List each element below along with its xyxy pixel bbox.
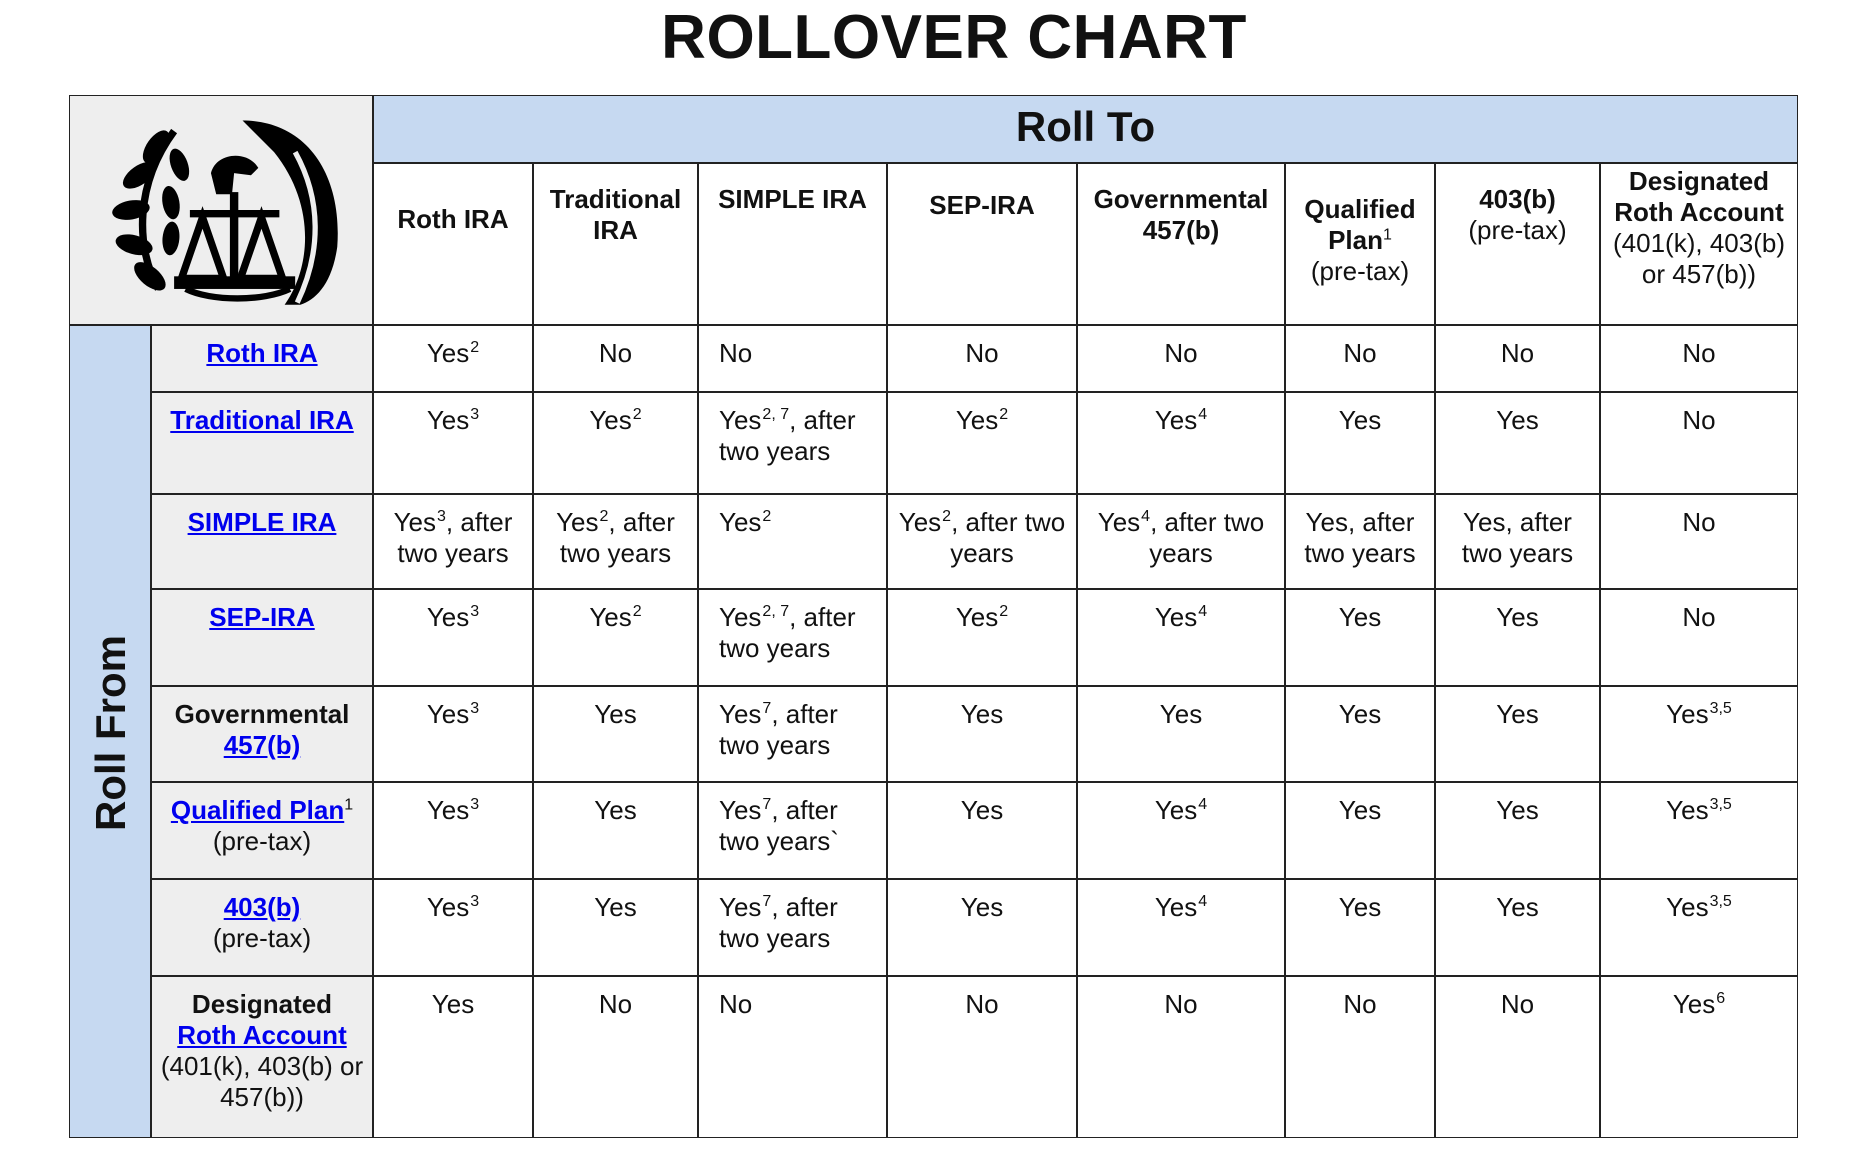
cell-value: Yes xyxy=(1159,699,1203,729)
table-cell xyxy=(1077,392,1285,494)
table-cell xyxy=(1285,686,1435,782)
cell-value: Yes xyxy=(426,405,470,435)
table-cell xyxy=(1285,494,1435,589)
cell-value: Yes xyxy=(589,405,632,435)
table-cell xyxy=(1600,325,1798,392)
rollover-table xyxy=(69,95,1798,1138)
table-cell xyxy=(1077,589,1285,686)
irs-logo xyxy=(69,95,373,325)
cell-value: Yes xyxy=(1154,892,1198,922)
table-cell xyxy=(1600,976,1798,1138)
footnote-ref: 3,5 xyxy=(1709,700,1732,718)
footnote-ref: 2 xyxy=(470,339,480,357)
cell-value: No xyxy=(719,338,753,368)
cell-value: Yes xyxy=(1496,892,1539,922)
table-cell xyxy=(1435,782,1600,879)
column-header-label: Designated Roth Account xyxy=(1614,166,1784,227)
table-cell xyxy=(698,782,887,879)
cell-value: No xyxy=(1164,989,1198,1019)
row-header xyxy=(151,976,373,1138)
roll-to-header: Roll To xyxy=(373,95,1798,163)
cell-value: No xyxy=(1343,989,1377,1019)
cell-value: No xyxy=(1682,405,1716,435)
cell-value: Yes xyxy=(1666,892,1709,922)
cell-value: Yes xyxy=(719,795,762,825)
column-header-sub: (pre-tax) xyxy=(1468,215,1567,245)
table-cell xyxy=(887,879,1077,976)
roll-from-header xyxy=(69,325,151,1138)
table-cell xyxy=(373,782,533,879)
table-cell xyxy=(1600,589,1798,686)
row-header-link[interactable]: Traditional IRA xyxy=(170,405,354,435)
table-cell xyxy=(533,589,698,686)
footnote-ref: 2 xyxy=(632,406,642,424)
column-header xyxy=(1077,163,1285,325)
column-header xyxy=(373,163,533,325)
cell-value: Yes xyxy=(431,989,475,1019)
table-cell xyxy=(533,879,698,976)
cell-value: Yes xyxy=(1496,602,1539,632)
row-header-link[interactable]: 403(b) xyxy=(223,892,301,922)
cell-value: Yes xyxy=(960,699,1004,729)
table-cell xyxy=(698,392,887,494)
cell-value: Yes xyxy=(426,699,470,729)
cell-value: Yes xyxy=(955,405,999,435)
cell-value: No xyxy=(965,338,999,368)
cell-value: Yes xyxy=(594,892,637,922)
cell-value: Yes xyxy=(1097,507,1141,537)
column-header-label: Roth IRA xyxy=(397,204,509,234)
cell-value: No xyxy=(598,989,633,1019)
roll-from-label: Roll From xyxy=(87,634,134,831)
column-header xyxy=(1600,163,1798,325)
cell-value: Yes xyxy=(960,892,1004,922)
row-header-link[interactable]: Qualified Plan xyxy=(170,795,345,825)
table-cell xyxy=(373,494,533,589)
table-cell xyxy=(1285,325,1435,392)
table-cell xyxy=(533,686,698,782)
footnote-ref: 2, 7 xyxy=(762,406,790,424)
column-header xyxy=(887,163,1077,325)
footnote-ref: 7 xyxy=(762,700,772,718)
cell-value: Yes xyxy=(1496,699,1539,729)
row-header xyxy=(151,589,373,686)
row-header-link[interactable]: Roth IRA xyxy=(206,338,318,368)
table-cell xyxy=(1435,494,1600,589)
cell-value: Yes xyxy=(1666,795,1709,825)
footnote-ref: 2 xyxy=(999,603,1009,621)
footnote-ref: 2 xyxy=(762,508,772,526)
cell-note: , after two years xyxy=(397,507,513,568)
footnote-ref: 2 xyxy=(599,508,609,526)
cell-value: Yes xyxy=(719,507,762,537)
table-cell xyxy=(533,392,698,494)
row-header xyxy=(151,879,373,976)
table-cell xyxy=(1285,782,1435,879)
table-cell xyxy=(698,325,887,392)
cell-value: No xyxy=(965,989,999,1019)
cell-value: Yes xyxy=(393,507,437,537)
cell-value: Yes xyxy=(955,602,999,632)
footnote-ref: 4 xyxy=(1141,508,1151,526)
cell-value: No xyxy=(598,338,633,368)
table-cell xyxy=(887,782,1077,879)
footnote-ref: 2 xyxy=(999,406,1009,424)
column-header-label: Governmental 457(b) xyxy=(1093,184,1269,245)
cell-value: Yes xyxy=(719,699,762,729)
column-header-label: Qualified Plan xyxy=(1304,194,1416,255)
table-cell xyxy=(698,879,887,976)
table-cell xyxy=(698,494,887,589)
cell-value: Yes, after two years xyxy=(1304,507,1416,568)
table-cell xyxy=(1285,392,1435,494)
column-header-label: 403(b) xyxy=(1479,184,1556,214)
cell-value: No xyxy=(719,989,753,1019)
cell-value: Yes xyxy=(1496,405,1539,435)
cell-value: Yes xyxy=(1338,892,1382,922)
footnote-ref: 3 xyxy=(470,796,480,814)
cell-value: No xyxy=(1343,338,1377,368)
cell-value: Yes xyxy=(1338,699,1382,729)
cell-value: Yes, after two years xyxy=(1461,507,1574,568)
table-cell xyxy=(1600,392,1798,494)
row-header-link[interactable]: SIMPLE IRA xyxy=(187,507,337,537)
table-cell xyxy=(887,392,1077,494)
table-cell xyxy=(887,976,1077,1138)
cell-value: Yes xyxy=(1338,602,1382,632)
row-header xyxy=(151,686,373,782)
table-cell xyxy=(887,494,1077,589)
cell-note: , after two years xyxy=(559,507,675,568)
footnote-ref: 4 xyxy=(1198,893,1208,911)
row-header-text: Governmental xyxy=(174,699,350,729)
cell-value: Yes xyxy=(719,405,762,435)
table-cell xyxy=(1435,976,1600,1138)
table-cell xyxy=(1435,686,1600,782)
row-header-sub: (pre-tax) xyxy=(212,923,312,953)
table-cell xyxy=(533,325,698,392)
table-cell xyxy=(1600,494,1798,589)
footnote-ref: 7 xyxy=(762,893,772,911)
column-header xyxy=(1285,163,1435,325)
column-header-sub: (pre-tax) xyxy=(1310,256,1410,286)
table-cell xyxy=(887,325,1077,392)
column-header xyxy=(533,163,698,325)
cell-value: Yes xyxy=(594,699,637,729)
cell-value: No xyxy=(1500,338,1535,368)
column-header-sub: (401(k), 403(b) or 457(b)) xyxy=(1613,228,1785,289)
table-cell xyxy=(1600,686,1798,782)
cell-value: Yes xyxy=(426,892,470,922)
cell-value: No xyxy=(1682,507,1716,537)
cell-value: Yes xyxy=(1338,795,1382,825)
cell-value: Yes xyxy=(426,795,470,825)
footnote-ref: 3,5 xyxy=(1709,893,1732,911)
table-cell xyxy=(1077,976,1285,1138)
table-cell xyxy=(1077,879,1285,976)
cell-value: Yes xyxy=(719,892,762,922)
row-header xyxy=(151,392,373,494)
cell-value: Yes xyxy=(1672,989,1716,1019)
cell-note: , after two years xyxy=(719,892,838,953)
table-cell xyxy=(1600,879,1798,976)
cell-value: No xyxy=(1164,338,1198,368)
footnote-ref: 2 xyxy=(632,603,642,621)
table-cell xyxy=(1077,494,1285,589)
cell-value: No xyxy=(1682,338,1716,368)
cell-note: , after two years` xyxy=(719,795,839,856)
column-header xyxy=(1435,163,1600,325)
cell-value: Yes xyxy=(1496,795,1539,825)
table-cell xyxy=(373,589,533,686)
table-cell xyxy=(1600,782,1798,879)
row-header-sub: (401(k), 403(b) or 457(b)) xyxy=(160,1051,364,1112)
cell-value: Yes xyxy=(1666,699,1709,729)
footnote-ref: 4 xyxy=(1198,796,1208,814)
row-header-link[interactable]: SEP-IRA xyxy=(209,602,315,632)
table-cell xyxy=(1435,325,1600,392)
row-header xyxy=(151,494,373,589)
table-cell xyxy=(373,976,533,1138)
table-cell xyxy=(1077,686,1285,782)
column-header-label: Traditional IRA xyxy=(549,184,682,245)
cell-value: Yes xyxy=(1154,795,1198,825)
table-cell xyxy=(1435,589,1600,686)
table-cell xyxy=(533,782,698,879)
cell-value: Yes xyxy=(594,795,637,825)
table-cell xyxy=(887,589,1077,686)
table-cell xyxy=(698,589,887,686)
row-header xyxy=(151,325,373,392)
footnote-ref: 2 xyxy=(942,508,952,526)
table-cell xyxy=(698,686,887,782)
table-cell xyxy=(533,494,698,589)
cell-value: Yes xyxy=(589,602,632,632)
footnote-ref: 6 xyxy=(1716,990,1726,1008)
cell-note: , after two years xyxy=(1149,507,1265,568)
row-header-text: Designated xyxy=(191,989,333,1019)
cell-value: Yes xyxy=(556,507,599,537)
cell-note: , after two years xyxy=(950,507,1066,568)
footnote-ref: 2, 7 xyxy=(762,603,790,621)
table-cell xyxy=(1435,392,1600,494)
footnote-ref: 3 xyxy=(470,603,480,621)
footnote-ref: 3 xyxy=(437,508,446,526)
row-header-link[interactable]: 457(b) xyxy=(223,730,301,760)
cell-value: Yes xyxy=(1154,602,1198,632)
cell-value: Yes xyxy=(960,795,1004,825)
cell-value: No xyxy=(1682,602,1716,632)
cell-note: , after two years xyxy=(719,602,856,663)
footnote-ref: 7 xyxy=(762,796,772,814)
table-cell xyxy=(373,686,533,782)
row-header xyxy=(151,782,373,879)
footnote-ref: 3,5 xyxy=(1709,796,1732,814)
table-cell xyxy=(373,325,533,392)
footnote-ref: 1 xyxy=(344,796,354,814)
row-header-sub: (pre-tax) xyxy=(212,826,312,856)
cell-value: Yes xyxy=(898,507,942,537)
table-cell xyxy=(1285,976,1435,1138)
cell-value: Yes xyxy=(719,602,762,632)
column-header xyxy=(698,163,887,325)
footnote-ref: 1 xyxy=(1383,226,1392,244)
table-cell xyxy=(533,976,698,1138)
table-cell xyxy=(1285,879,1435,976)
column-header-label: SIMPLE IRA xyxy=(718,184,867,214)
table-cell xyxy=(698,976,887,1138)
cell-value: Yes xyxy=(426,338,470,368)
column-header-label: SEP-IRA xyxy=(929,190,1035,220)
cell-value: Yes xyxy=(1338,405,1382,435)
cell-value: Yes xyxy=(426,602,470,632)
row-header-link[interactable]: Roth Account xyxy=(177,1020,347,1050)
cell-note: , after two years xyxy=(719,699,838,760)
cell-value: Yes xyxy=(1154,405,1198,435)
footnote-ref: 3 xyxy=(470,700,480,718)
footnote-ref: 4 xyxy=(1198,603,1208,621)
table-cell xyxy=(373,879,533,976)
cell-value: No xyxy=(1500,989,1535,1019)
table-cell xyxy=(1077,782,1285,879)
cell-note: , after two years xyxy=(719,405,856,466)
footnote-ref: 4 xyxy=(1198,406,1208,424)
footnote-ref: 3 xyxy=(470,406,480,424)
table-cell xyxy=(1435,879,1600,976)
footnote-ref: 3 xyxy=(470,893,480,911)
table-cell xyxy=(887,686,1077,782)
table-cell xyxy=(373,392,533,494)
table-cell xyxy=(1285,589,1435,686)
table-cell xyxy=(1077,325,1285,392)
page-title: ROLLOVER CHART xyxy=(661,3,1247,72)
